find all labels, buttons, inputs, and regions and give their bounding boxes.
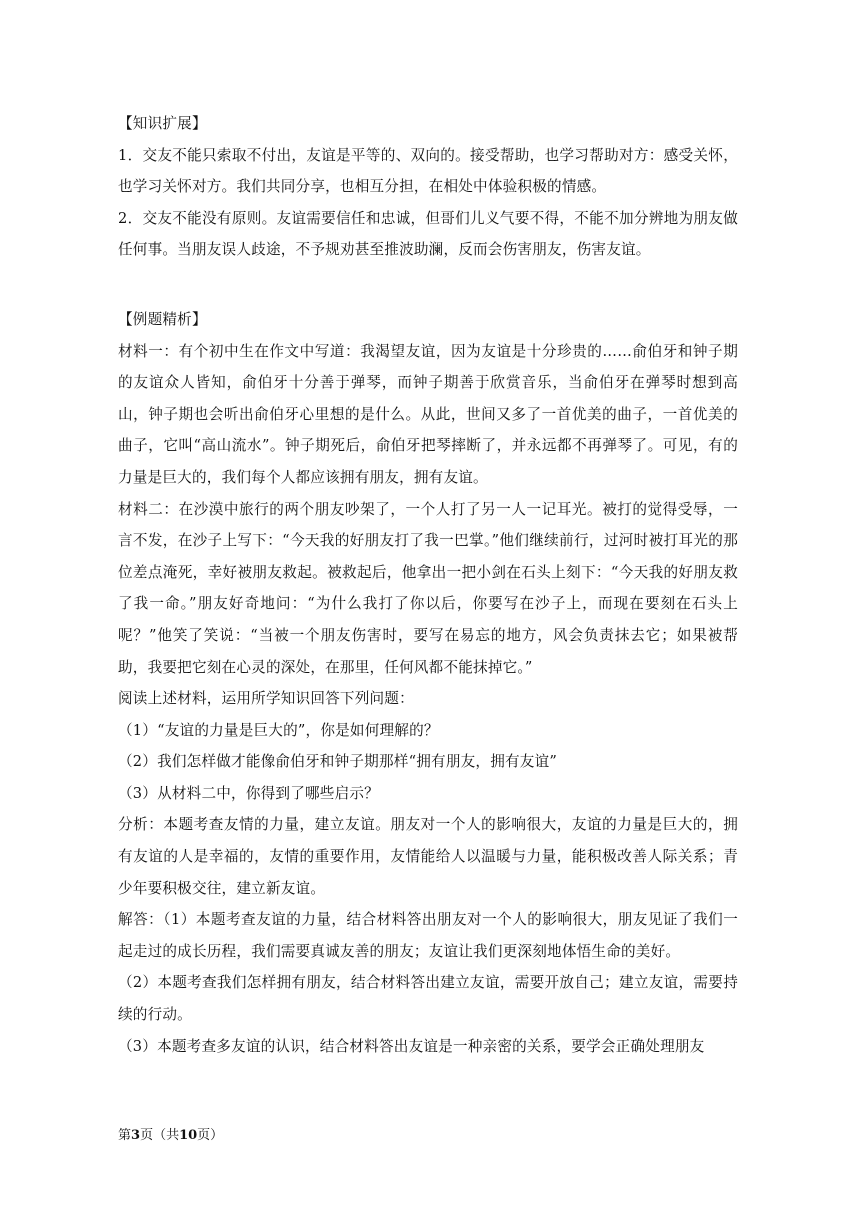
analysis-paragraph: 分析：本题考查友情的力量，建立友谊。朋友对一个人的影响很大，友谊的力量是巨大的，拥有友谊的人是幸福的，友情的重要作用，友情能给人以温暖与力量，能积极改善人际关系；青少年要积极交往，建立新友谊。: [118, 816, 738, 897]
knowledge-heading: 【知识扩展】: [118, 115, 207, 132]
answer-3: （3）本题考查多友谊的认识，结合材料答出友谊是一种亲密的关系，要学会正确处理朋友: [118, 1037, 705, 1055]
page-footer: [118, 1126, 223, 1146]
question-instruction: 阅读上述材料，运用所学知识回答下列问题：: [118, 690, 414, 708]
section-spacer: [118, 266, 738, 304]
footer-page-number: 3: [131, 1128, 141, 1143]
footer-suffix: 页）: [197, 1128, 224, 1143]
question-2: （2）我们怎样做才能像俞伯牙和钟子期那样“拥有朋友，拥有友谊”: [118, 753, 558, 771]
answer-2: （2）本题考查我们怎样拥有朋友，结合材料答出建立友谊，需要开放自己；建立友谊，需要持续的行动。: [118, 974, 738, 1024]
knowledge-item-2: 2．交友不能没有原则。友谊需要信任和忠诚，但哥们儿义气要不得，不能不加分辨地为朋友做任何事。当朋友误人歧途，不予规劝甚至推波助澜，反而会伤害朋友，伤害友谊。: [118, 209, 738, 259]
page-content: [118, 108, 738, 1062]
material-two: 材料二：在沙漠中旅行的两个朋友吵架了，一个人打了另一人一记耳光。被打的觉得受辱，一言不发，在沙子上写下：“今天我的好朋友打了我一巴掌。”他们继续前行，过河时被打耳光的那位差点淹死，幸好被朋友救起。被救起后，他拿出一把小剑在石头上刻下：“今天我的好朋友救了我一命。”朋友好奇地问：“为什么我打了你以后，你要写在沙子上，而现在要刻在石头上呢？”他笑了笑说：“当被一个朋友伤害时，要写在易忘的地方，风会负责抹去它；如果被帮助，我要把它刻在心灵的深处，在那里，任何风都不能抹掉它。”: [118, 500, 738, 676]
example-heading: 【例题精析】: [118, 310, 207, 328]
question-3: （3）从材料二中，你得到了哪些启示？: [118, 784, 379, 802]
footer-middle: 页（共: [140, 1128, 180, 1143]
footer-total-pages: 10: [179, 1128, 198, 1143]
footer-prefix: 第: [118, 1128, 132, 1143]
question-1: （1）“友谊的力量是巨大的”，你是如何理解的？: [118, 721, 439, 739]
answer-1: 解答：（1）本题考查友谊的力量，结合材料答出朋友对一个人的影响很大，朋友见证了我们一起走过的成长历程，我们需要真诚友善的朋友；友谊让我们更深刻地体悟生命的美好。: [118, 911, 738, 960]
knowledge-item-1: 1．交友不能只索取不付出，友谊是平等的、双向的。接受帮助，也学习帮助对方：感受关怀，也学习关怀对方。我们共同分享，也相互分担，在相处中体验积极的情感。: [118, 146, 738, 196]
material-one: 材料一：有个初中生在作文中写道：我渴望友谊，因为友谊是十分珍贵的……俞伯牙和钟子期的友谊众人皆知，俞伯牙十分善于弹琴，而钟子期善于欣赏音乐，当俞伯牙在弹琴时想到高山，钟子期也会听出俞伯牙心里想的是什么。从此，世间又多了一首优美的曲子，一首优美的曲子，它叫“高山流水”。钟子期死后，俞伯牙把琴摔断了，并永远都不再弹琴了。可见，有的力量是巨大的，我们每个人都应该拥有朋友，拥有友谊。: [118, 342, 738, 486]
